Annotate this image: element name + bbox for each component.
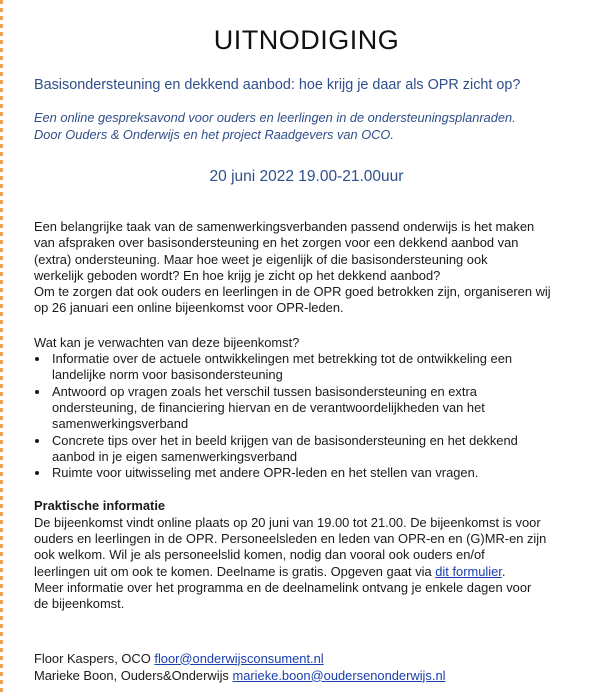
- list-item: [50, 351, 579, 384]
- list-item-line: landelijke norm voor basisondersteuning: [52, 367, 283, 383]
- dashed-margin-line: [0, 0, 3, 696]
- practical-info: [34, 515, 579, 613]
- signup-text: leerlingen uit om ook te komen. Deelname is gratis. Opgeven gaat via: [34, 563, 436, 579]
- list-item-line: ondersteuning, de financiering hiervan en de verantwoordelijkheden van het: [52, 399, 485, 415]
- body-line: werkelijk geboden wordt? En hoe krijg je zicht op het dekkend aanbod?: [34, 267, 441, 283]
- invitation-document: [34, 0, 579, 684]
- practical-line: [34, 564, 579, 580]
- contact-email-link[interactable]: floor@onderwijsconsument.nl: [154, 650, 324, 666]
- body-line: (extra) ondersteuning. Maar hoe weet je eigenlijk of die basisondersteuning ook: [34, 251, 488, 267]
- list-item-line: samenwerkingsverband: [52, 416, 189, 432]
- list-item-line: • Antwoord op vragen zoals het verschil tussen basisondersteuning en extra: [52, 383, 477, 399]
- practical-line: De bijeenkomst vindt online plaats op 20 juni van 19.00 tot 21.00. De bijeenkomst is voor: [34, 514, 541, 530]
- body-line: op 26 januari een online bijeenkomst voor OPR-leden.: [34, 300, 344, 316]
- event-datetime: 20 juni 2022 19.00-21.00uur: [209, 168, 404, 185]
- expect-list: [34, 351, 579, 481]
- list-item: [50, 384, 579, 433]
- signup-punct: .: [501, 563, 506, 579]
- list-item-line: aanbod in je eigen samenwerkingsverband: [52, 448, 298, 464]
- contacts: [34, 650, 579, 684]
- list-item-line: • Informatie over de actuele ontwikkelingen met betrekking tot de ontwikkeling een: [52, 351, 513, 367]
- practical-line: ook welkom. Wil je als personeelslid komen, nodig dan vooral ook ouders en/of: [34, 547, 485, 563]
- practical-line: ouders en leerlingen in de OPR. Personeelsleden en leden van OPR-en en (G)MR-en zijn: [34, 531, 547, 547]
- contact-name: Marieke Boon, Ouders&Onderwijs: [34, 667, 233, 683]
- subtitle: Basisondersteuning en dekkend aanbod: hoe krijg je daar als OPR zicht op?: [34, 77, 521, 93]
- expect-heading: Wat kan je verwachten van deze bijeenkomst?: [34, 334, 300, 350]
- body-line: Een belangrijke taak van de samenwerkingsverbanden passend onderwijs is het maken: [34, 219, 535, 234]
- body-line: Om te zorgen dat ook ouders en leerlingen in de OPR goed betrokken zijn, organiseren wij: [34, 284, 551, 300]
- intro-text: [34, 110, 579, 143]
- list-item: [50, 433, 579, 466]
- contact-name: Floor Kaspers, OCO: [34, 650, 155, 666]
- list-item: [50, 465, 579, 481]
- signup-form-link[interactable]: dit formulier: [435, 563, 502, 579]
- contact-email-link[interactable]: marieke.boon@oudersenonderwijs.nl: [232, 667, 446, 683]
- intro-line: Door Ouders & Onderwijs en het project Raadgevers van OCO.: [34, 126, 394, 142]
- list-item-line: • Concrete tips over het in beeld krijgen van de basisondersteuning en het dekkend: [52, 432, 518, 448]
- body-paragraph: [34, 219, 579, 317]
- list-item-line: • Ruimte voor uitwisseling met andere OPR-leden en het stellen van vragen.: [52, 465, 479, 481]
- page-title: UITNODIGING: [213, 25, 400, 55]
- contact-line: [34, 650, 579, 667]
- practical-heading: Praktische informatie: [34, 498, 166, 514]
- intro-line: Een online gespreksavond voor ouders en leerlingen in de ondersteuningsplanraden.: [34, 110, 516, 125]
- contact-line: [34, 667, 579, 684]
- practical-line: Meer informatie over het programma en de deelnamelink ontvang je enkele dagen voor: [34, 579, 532, 595]
- practical-line: de bijeenkomst.: [34, 596, 125, 612]
- body-line: van afspraken over basisondersteuning en het zorgen voor een dekkend aanbod van: [34, 235, 519, 251]
